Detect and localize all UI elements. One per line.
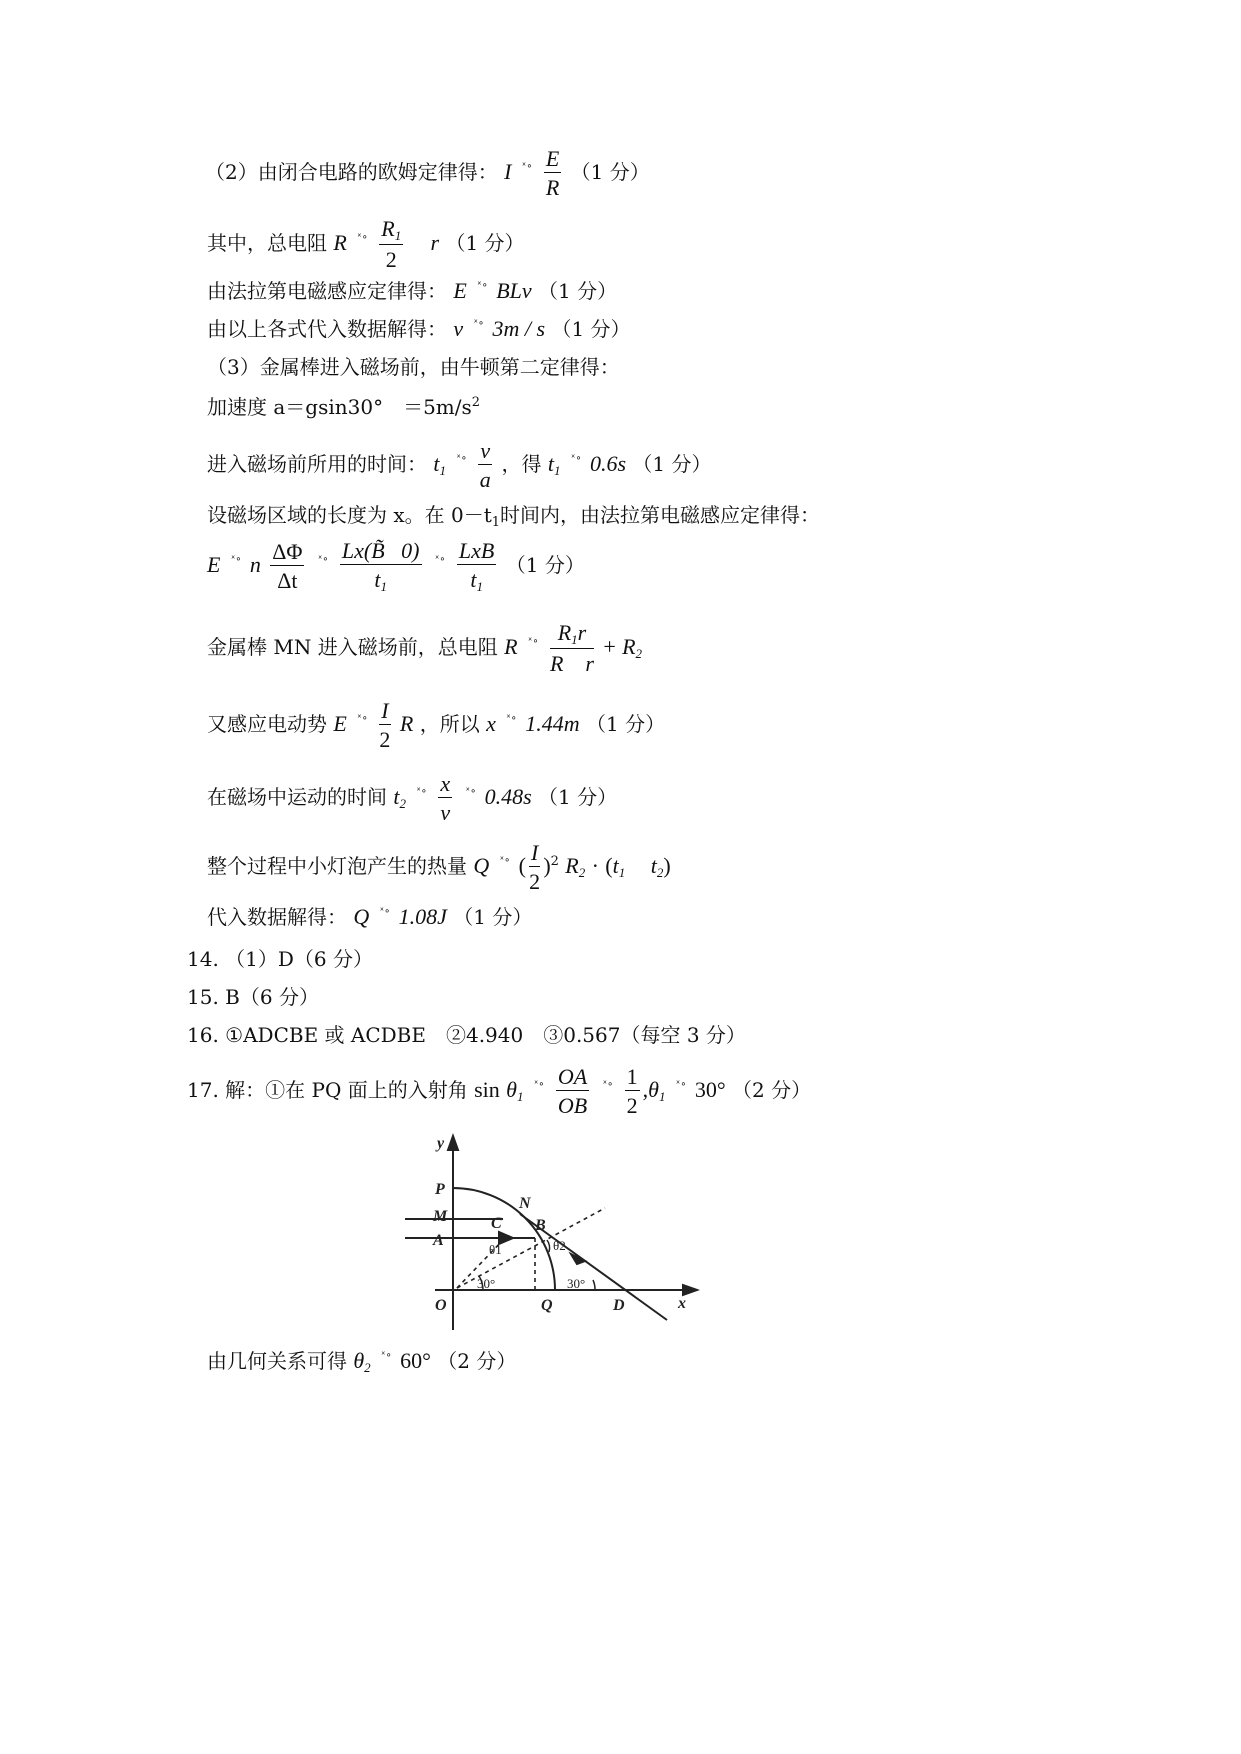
label-N: N <box>519 1195 531 1212</box>
math-BLv: BLv <box>496 278 532 303</box>
numerator: v <box>480 438 491 463</box>
line-text-mid: ，得 <box>501 452 542 476</box>
symbol-Lx: Lx( <box>341 538 372 563</box>
numerator: E <box>545 146 560 171</box>
label-angle-30-left: 30° <box>477 1276 496 1291</box>
geometry-figure <box>395 1130 715 1340</box>
line-text: 由以上各式代入数据解得： <box>207 317 447 341</box>
symbol-t: t <box>547 451 555 476</box>
math-E: E <box>333 711 347 736</box>
equals-artifact: ˣ∘ <box>477 280 488 291</box>
close-paren: ) <box>543 853 551 878</box>
line-text: 代入数据解得： <box>207 905 347 929</box>
line-text: 进入磁场前所用的时间： <box>207 452 427 476</box>
label-D: D <box>613 1297 625 1314</box>
math-E: E <box>453 278 467 303</box>
symbol-r: r <box>585 651 594 676</box>
math-R: R <box>504 634 518 659</box>
line-text: 17. 解：①在 PQ 面上的入射角 <box>187 1078 468 1102</box>
label-O: O <box>435 1297 447 1314</box>
math-x: x <box>486 711 496 736</box>
math-t1 <box>548 451 561 476</box>
fraction-R1r <box>550 622 594 675</box>
part3-heading <box>207 357 620 377</box>
superscript-two: 2 <box>550 854 559 869</box>
equals-artifact: ˣ∘ <box>317 554 329 565</box>
score-note: （1 分） <box>551 317 631 341</box>
math-R2 <box>565 853 585 878</box>
label-theta2: θ2 <box>553 1238 566 1253</box>
math-R: R <box>333 230 347 255</box>
plus-sign: + <box>603 634 616 659</box>
answer-15 <box>187 987 319 1007</box>
subscript-one: 1 <box>439 463 446 478</box>
label-angle-30-right: 30° <box>567 1276 586 1291</box>
line-text-rest: 时间内，由法拉第电磁感应定律得： <box>500 503 821 527</box>
math-R: R <box>399 711 414 736</box>
subscript-two: 2 <box>364 1360 371 1375</box>
numerator: I <box>531 840 539 865</box>
fraction-OA-over-OB <box>556 1066 589 1117</box>
symbol-t: t <box>433 451 440 476</box>
score-note: （1 分） <box>632 452 712 476</box>
answer-16 <box>187 1025 746 1045</box>
y-axis-arrowhead <box>448 1136 458 1150</box>
line-text: 金属棒 MN 进入磁场前，总电阻 <box>207 635 498 659</box>
close-paren: ) <box>663 853 671 878</box>
symbol-theta: θ <box>506 1077 517 1102</box>
denominator <box>550 649 594 675</box>
emf-equation-line <box>207 540 585 593</box>
line-text: 由几何关系可得 <box>207 1349 347 1373</box>
symbol-t: t <box>470 567 477 592</box>
denominator: 2 <box>379 727 391 752</box>
heat-line <box>207 842 671 893</box>
line-text: 又感应电动势 <box>207 712 327 736</box>
induced-emf-line <box>207 700 665 751</box>
math-Q-value: 1.08J <box>398 904 447 929</box>
math-Q: Q <box>353 904 370 929</box>
total-resistance-line <box>207 218 525 271</box>
symbol-r: r <box>577 620 587 645</box>
equals-artifact: ˣ∘ <box>521 161 533 172</box>
fraction-LxB-over-t1 <box>457 540 496 593</box>
equals-artifact: ˣ∘ <box>533 1079 545 1090</box>
subscript-one: 1 <box>394 228 402 243</box>
equals-artifact: ˣ∘ <box>675 1079 687 1090</box>
subscript-one: 1 <box>618 865 626 880</box>
math-t2 <box>651 853 664 878</box>
math-t1 <box>613 853 626 878</box>
ohm-law-line <box>205 148 650 199</box>
score-note: （1 分） <box>453 905 533 929</box>
fraction-R1-over-2 <box>379 218 403 271</box>
numerator: 1 <box>626 1064 638 1089</box>
symbol-t: t <box>612 853 619 878</box>
answer-17-line <box>187 1066 811 1117</box>
symbol-t: t <box>650 853 657 878</box>
label-x: x <box>678 1295 686 1312</box>
fraction-Lx-B <box>340 540 422 593</box>
line-text: 在磁场中运动的时间 <box>207 785 387 809</box>
equals-artifact: ˣ∘ <box>602 1079 614 1090</box>
math-t1-value: 0.6s <box>589 451 626 476</box>
equals-artifact: ˣ∘ <box>434 554 446 565</box>
equals-artifact: ˣ∘ <box>381 1350 392 1361</box>
theta2-result-line <box>207 1350 516 1374</box>
subscript-one: 1 <box>516 1089 524 1104</box>
score-note: （1 分） <box>586 712 666 736</box>
comma: , <box>642 1077 649 1102</box>
heat-result-line <box>207 906 532 928</box>
symbol-R: R <box>622 634 636 659</box>
fraction-I-over-2 <box>379 700 390 751</box>
math-t2-value: 0.48s <box>484 784 532 809</box>
math-sin: sin <box>474 1077 500 1102</box>
math-v: v <box>453 316 464 341</box>
symbol-zero: 0) <box>401 538 420 563</box>
open-paren: ( <box>605 853 613 878</box>
math-theta1 <box>648 1077 665 1102</box>
line-text: 其中，总电阻 <box>207 231 327 255</box>
time-before-field-line <box>207 440 711 491</box>
label-B: B <box>535 1217 546 1234</box>
fraction-E-over-R <box>544 148 561 199</box>
math-30-degrees: 30° <box>694 1077 726 1102</box>
score-note: （1 分） <box>445 231 525 255</box>
equals-artifact: ˣ∘ <box>357 232 368 243</box>
equals-artifact: ˣ∘ <box>506 713 517 724</box>
label-Q: Q <box>541 1297 553 1314</box>
math-theta2 <box>353 1348 370 1373</box>
numerator <box>550 622 594 649</box>
numerator: I <box>381 698 389 723</box>
score-note: （2 分） <box>732 1078 812 1102</box>
open-paren: ( <box>518 853 526 878</box>
math-t1 <box>433 451 446 476</box>
math-v-value: 3m / s <box>492 316 546 341</box>
line-text: （2）由闭合电路的欧姆定律得： <box>205 160 498 184</box>
score-note: （1 分） <box>505 553 585 577</box>
score-note: （2 分） <box>437 1349 517 1373</box>
score-note: （1 分） <box>538 279 618 303</box>
label-P: P <box>435 1181 445 1198</box>
math-I: I <box>504 159 512 184</box>
answer-14 <box>187 949 373 969</box>
symbol-t: t <box>393 784 400 809</box>
denominator: Δt <box>277 568 298 593</box>
subscript: 1 <box>491 515 501 530</box>
fraction-I-over-2 <box>529 842 540 893</box>
faraday-law-line <box>207 280 617 302</box>
equals-artifact: ˣ∘ <box>499 855 511 866</box>
denominator <box>340 565 422 593</box>
numerator <box>340 540 422 565</box>
resistance-before-field-line <box>207 622 642 675</box>
label-M: M <box>433 1208 448 1225</box>
angle-arc-right <box>593 1280 595 1290</box>
field-length-line <box>207 505 820 529</box>
label-y: y <box>437 1135 445 1152</box>
label-C: C <box>491 1215 502 1232</box>
denominator: v <box>440 800 451 825</box>
label-theta1: θ1 <box>489 1242 502 1257</box>
dot-operator: · <box>591 853 599 878</box>
subscript-two: 2 <box>578 865 586 880</box>
denominator: R <box>545 175 560 200</box>
score-note: （1 分） <box>538 785 618 809</box>
math-theta1 <box>506 1077 523 1102</box>
acceleration-line <box>207 396 480 417</box>
symbol-R: R <box>565 853 579 878</box>
denominator: 2 <box>529 869 541 894</box>
equals-artifact: ˣ∘ <box>379 906 391 917</box>
equals-artifact: ˣ∘ <box>456 453 468 464</box>
subscript-one: 1 <box>476 579 483 594</box>
line-text: 16. ①ADCBE 或 ACDBE ②4.940 ③0.567（每空 3 分） <box>187 1023 746 1047</box>
subscript-two: 2 <box>399 796 406 811</box>
math-60-degrees: 60° <box>400 1348 431 1373</box>
fraction-x-over-v <box>438 773 452 824</box>
math-x-value: 1.44m <box>525 711 580 736</box>
math-n: n <box>249 552 261 577</box>
subscript-one: 1 <box>554 463 561 478</box>
fraction-dphi-dt <box>270 541 304 592</box>
math-Q: Q <box>473 853 490 878</box>
equals-artifact: ˣ∘ <box>465 786 477 797</box>
math-R2 <box>622 634 642 659</box>
fraction-v-over-a <box>478 440 492 491</box>
denominator: 2 <box>385 247 397 272</box>
denominator <box>457 565 496 593</box>
symbol-R: R <box>557 620 572 645</box>
symbol-R: R <box>549 651 564 676</box>
equals-artifact: ˣ∘ <box>230 554 242 565</box>
subscript-one: 1 <box>571 632 578 647</box>
symbol-theta: θ <box>353 1348 365 1373</box>
line-text: 由法拉第电磁感应定律得： <box>207 279 447 303</box>
subscript-one: 1 <box>658 1089 666 1104</box>
velocity-result-line <box>207 318 631 340</box>
numerator: ΔΦ <box>272 539 303 564</box>
numerator: x <box>440 771 451 796</box>
superscript: 2 <box>471 395 481 410</box>
line-text: 14. （1）D（6 分） <box>187 947 374 971</box>
math-r: r <box>430 230 440 255</box>
line-text: 设磁场区域的长度为 x。在 0－t <box>207 503 492 527</box>
equals-artifact: ˣ∘ <box>527 636 539 647</box>
line-text: （3）金属棒进入磁场前，由牛顿第二定律得： <box>207 355 620 379</box>
numerator: OA <box>557 1064 588 1089</box>
math-E: E <box>207 552 221 577</box>
subscript-one: 1 <box>380 579 387 594</box>
symbol-B-tilde: B̃ <box>371 538 385 563</box>
subscript-two: 2 <box>656 865 664 880</box>
symbol-R: R <box>381 216 395 241</box>
denominator: 2 <box>626 1093 638 1118</box>
numerator <box>379 218 403 245</box>
time-in-field-line <box>207 773 617 824</box>
equals-artifact: ˣ∘ <box>570 453 582 464</box>
x-axis-arrowhead <box>683 1285 697 1295</box>
line-text: 15. B（6 分） <box>187 985 319 1009</box>
equals-artifact: ˣ∘ <box>357 713 368 724</box>
numerator: LxB <box>458 538 495 563</box>
score-note: （1 分） <box>570 160 650 184</box>
label-A: A <box>433 1232 444 1249</box>
line-text-mid: ，所以 <box>419 712 480 736</box>
equals-artifact: ˣ∘ <box>416 786 428 797</box>
fraction-one-half <box>625 1066 640 1117</box>
denominator: OB <box>557 1093 588 1118</box>
line-text: 整个过程中小灯泡产生的热量 <box>207 854 467 878</box>
symbol-t: t <box>374 567 381 592</box>
equals-artifact: ˣ∘ <box>473 318 485 329</box>
symbol-theta: θ <box>648 1077 659 1102</box>
math-t2 <box>393 784 406 809</box>
subscript-two: 2 <box>635 646 643 661</box>
line-text: 加速度 a＝gsin30° ＝5m/s <box>207 395 472 419</box>
denominator: a <box>479 467 491 492</box>
